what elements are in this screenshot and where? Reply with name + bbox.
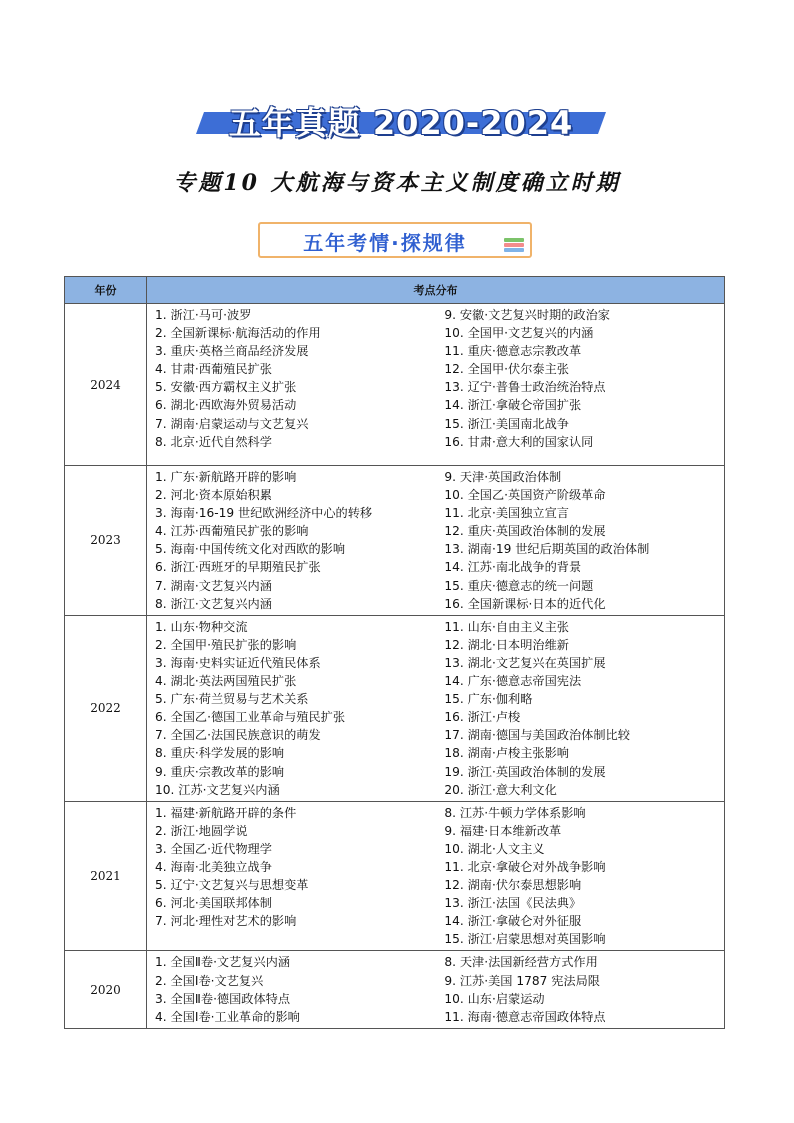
list-item: 4. 湖北·英法两国殖民扩张 — [155, 674, 297, 689]
points-column-right — [444, 306, 724, 451]
year-cell: 2023 — [65, 466, 147, 616]
points-cell — [147, 951, 725, 1028]
list-item: 18. 湖南·卢梭主张影响 — [444, 746, 569, 761]
list-item: 3. 海南·16-19 世纪欧洲经济中心的转移 — [155, 506, 373, 521]
year-cell: 2022 — [65, 615, 147, 801]
list-item: 9. 福建·日本维新改革 — [444, 823, 562, 838]
header-points: 考点分布 — [147, 277, 725, 304]
list-item: 6. 浙江·西班牙的早期殖民扩张 — [155, 560, 321, 575]
banner-text: 五年真题 2020-2024 — [228, 104, 574, 142]
list-item: 10. 全国乙·英国资产阶级革命 — [444, 488, 606, 503]
list-item: 15. 广东·伽利略 — [444, 692, 533, 707]
list-item: 4. 江苏·西葡殖民扩张的影响 — [155, 524, 309, 539]
header-year: 年份 — [65, 277, 147, 304]
list-item: 10. 湖北·人文主义 — [444, 841, 545, 856]
points-column-right — [444, 953, 724, 1025]
list-item: 14. 浙江·拿破仑帝国扩张 — [444, 398, 582, 413]
year-cell: 2021 — [65, 801, 147, 951]
list-item: 4. 全国Ⅰ卷·工业革命的影响 — [155, 1009, 300, 1024]
list-item: 6. 全国乙·德国工业革命与殖民扩张 — [155, 710, 346, 725]
exam-points-table — [64, 276, 725, 1029]
list-item: 5. 广东·荷兰贸易与艺术关系 — [155, 692, 309, 707]
list-item: 8. 重庆·科学发展的影响 — [155, 746, 285, 761]
list-item: 7. 全国乙·法国民族意识的萌发 — [155, 728, 321, 743]
table-row — [65, 615, 725, 801]
points-column-right — [444, 618, 724, 799]
list-item: 17. 湖南·德国与美国政治体制比较 — [444, 728, 630, 743]
list-item: 13. 浙江·法国《民法典》 — [444, 896, 582, 911]
list-item: 4. 甘肃·西葡殖民扩张 — [155, 362, 272, 377]
subtitle-box — [258, 222, 532, 258]
list-item: 7. 湖南·文艺复兴内涵 — [155, 578, 272, 593]
list-item: 3. 海南·史料实证近代殖民体系 — [155, 655, 321, 670]
list-item: 1. 山东·物种交流 — [155, 619, 248, 634]
list-item: 14. 广东·德意志帝国宪法 — [444, 674, 582, 689]
list-item: 12. 全国甲·伏尔泰主张 — [444, 362, 569, 377]
table-header-row — [65, 277, 725, 304]
list-item: 10. 江苏·文艺复兴内涵 — [155, 782, 280, 797]
list-item: 8. 浙江·文艺复兴内涵 — [155, 596, 272, 611]
list-item: 12. 湖南·伏尔泰思想影响 — [444, 878, 582, 893]
list-item: 2. 全国甲·殖民扩张的影响 — [155, 637, 297, 652]
points-column-right — [444, 468, 724, 613]
list-item: 19. 浙江·英国政治体制的发展 — [444, 764, 606, 779]
list-item: 10. 全国甲·文艺复兴的内涵 — [444, 326, 594, 341]
list-item: 13. 湖北·文艺复兴在英国扩展 — [444, 655, 606, 670]
list-item: 9. 天津·英国政治体制 — [444, 470, 562, 484]
list-item: 11. 北京·美国独立宣言 — [444, 506, 569, 521]
books-icon — [504, 236, 526, 254]
list-item: 7. 湖南·启蒙运动与文艺复兴 — [155, 416, 309, 431]
points-column-left — [155, 468, 444, 613]
year-cell: 2024 — [65, 304, 147, 466]
list-item: 13. 湖南·19 世纪后期英国的政治体制 — [444, 542, 650, 557]
points-column-left — [155, 306, 444, 451]
list-item: 12. 重庆·英国政治体制的发展 — [444, 524, 606, 539]
list-item: 1. 全国Ⅱ卷·文艺复兴内涵 — [155, 955, 291, 970]
list-item: 14. 江苏·南北战争的背景 — [444, 560, 582, 575]
table-row — [65, 951, 725, 1028]
list-item: 2. 浙江·地圆学说 — [155, 823, 248, 838]
subtitle-text: 五年考情·探规律 — [303, 231, 467, 255]
points-cell — [147, 304, 725, 466]
points-cell — [147, 801, 725, 951]
list-item: 11. 重庆·德意志宗教改革 — [444, 344, 582, 359]
points-cell — [147, 615, 725, 801]
list-item: 1. 福建·新航路开辟的条件 — [155, 805, 297, 820]
list-item: 5. 安徽·西方霸权主义扩张 — [155, 380, 297, 395]
list-item: 15. 浙江·美国南北战争 — [444, 416, 569, 431]
list-item: 6. 河北·美国联邦体制 — [155, 896, 272, 911]
list-item: 10. 山东·启蒙运动 — [444, 991, 545, 1006]
list-item: 4. 海南·北美独立战争 — [155, 859, 272, 874]
list-item: 8. 天津·法国新经营方式作用 — [444, 955, 598, 970]
page-title: 专题10 大航海与资本主义制度确立时期 — [173, 170, 621, 196]
list-item: 20. 浙江·意大利文化 — [444, 782, 557, 797]
list-item: 9. 重庆·宗教改革的影响 — [155, 764, 285, 779]
list-item: 9. 江苏·美国 1787 宪法局限 — [444, 973, 600, 988]
list-item: 7. 河北·理性对艺术的影响 — [155, 914, 297, 929]
list-item: 8. 北京·近代自然科学 — [155, 434, 272, 449]
list-item: 14. 浙江·拿破仑对外征服 — [444, 914, 582, 929]
table-row — [65, 801, 725, 951]
list-item: 6. 湖北·西欧海外贸易活动 — [155, 398, 297, 413]
year-cell: 2020 — [65, 951, 147, 1028]
list-item: 8. 江苏·牛顿力学体系影响 — [444, 805, 586, 820]
points-column-right — [444, 804, 724, 949]
list-item: 3. 重庆·英格兰商品经济发展 — [155, 344, 309, 359]
list-item: 5. 海南·中国传统文化对西欧的影响 — [155, 542, 346, 557]
list-item: 2. 全国新课标·航海活动的作用 — [155, 326, 321, 341]
table-row — [65, 466, 725, 616]
list-item: 1. 广东·新航路开辟的影响 — [155, 470, 297, 484]
list-item: 9. 安徽·文艺复兴时期的政治家 — [444, 308, 610, 322]
list-item: 15. 浙江·启蒙思想对英国影响 — [444, 932, 606, 947]
list-item: 3. 全国乙·近代物理学 — [155, 841, 272, 856]
list-item: 16. 浙江·卢梭 — [444, 710, 521, 725]
list-item: 2. 全国Ⅰ卷·文艺复兴 — [155, 973, 264, 988]
list-item: 11. 海南·德意志帝国政体特点 — [444, 1009, 606, 1024]
list-item: 15. 重庆·德意志的统一问题 — [444, 578, 594, 593]
points-column-left — [155, 953, 444, 1025]
list-item: 11. 北京·拿破仑对外战争影响 — [444, 859, 606, 874]
list-item: 5. 辽宁·文艺复兴与思想变革 — [155, 878, 309, 893]
list-item: 1. 浙江·马可·波罗 — [155, 308, 252, 322]
points-cell — [147, 466, 725, 616]
list-item: 13. 辽宁·普鲁士政治统治特点 — [444, 380, 606, 395]
title-banner — [200, 98, 602, 140]
list-item: 2. 河北·资本原始积累 — [155, 488, 272, 503]
list-item: 11. 山东·自由主义主张 — [444, 619, 569, 634]
table-row — [65, 304, 725, 466]
list-item: 16. 甘肃·意大利的国家认同 — [444, 434, 594, 449]
list-item: 12. 湖北·日本明治维新 — [444, 637, 569, 652]
points-column-left — [155, 804, 444, 949]
list-item: 16. 全国新课标·日本的近代化 — [444, 596, 606, 611]
list-item: 3. 全国Ⅱ卷·德国政体特点 — [155, 991, 291, 1006]
points-column-left — [155, 618, 444, 799]
